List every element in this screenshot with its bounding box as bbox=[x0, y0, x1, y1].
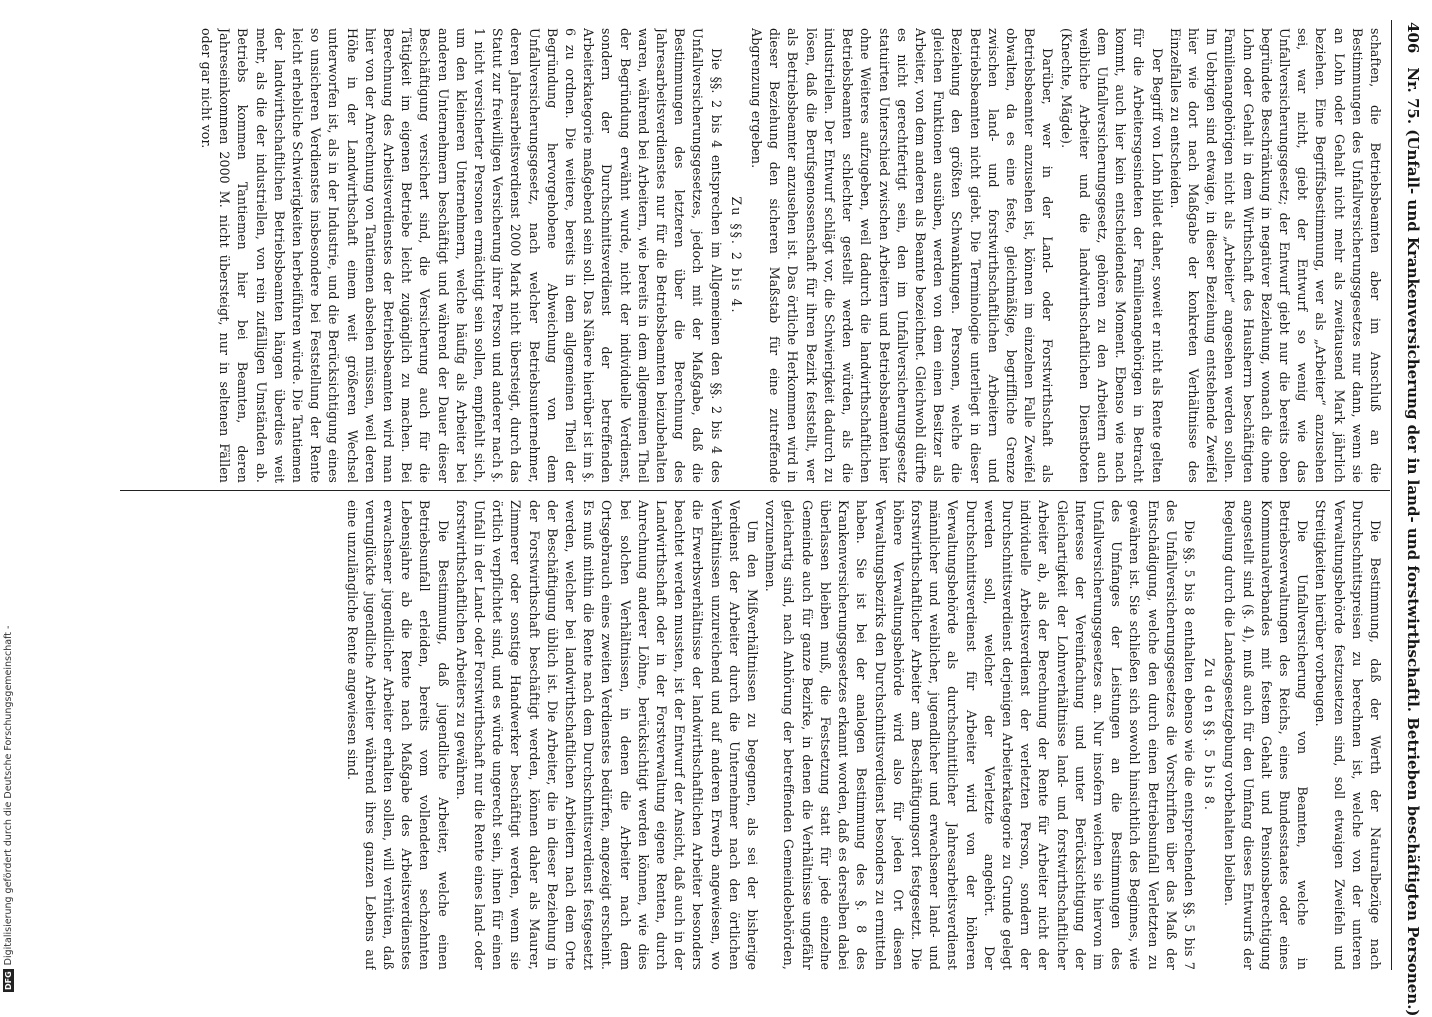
paragraph: Der Begriff von Lohn bildet daher, soweit er nicht als Rente gelten für die Arbeitersgesindeten der Familienangehörigen in Betracht kommt, auch hier kein entscheidendes Moment. Ebenso wie nach dem Unfallversicherungsgesetz, gehören zu den Arbeitern auch weibliche Arbeiter und die landwirthschaftlichen Dienstboten (Knechte, Mägde). bbox=[1058, 28, 1165, 483]
paragraph: Die Unfallversicherung von Beamten, welche in Betriebsverwaltungen des Reichs, eines Bundesstaates oder eines Kommunalverbandes mit festem Gehalt und Pensionsberechtigung angestellt sind (§. 4), muß auch für den Umfang dieses Entwurfs der Regelung durch die Landesgesetzgebung vorbehalten bleiben. bbox=[1222, 500, 1311, 970]
section-heading: Zu den §§. 5 bis 8. bbox=[1202, 658, 1218, 812]
running-header bbox=[1404, 22, 1422, 1017]
text-column-right bbox=[24, 500, 1384, 970]
text-column-left bbox=[114, 28, 1384, 483]
header-rule bbox=[1391, 20, 1392, 970]
credit-text: Digitalisierung gefördert durch die Deutsche Forschungsgemeinschaft - bbox=[3, 625, 14, 966]
paragraph: Darüber, wer in der Land- oder Forstwirthschaft als Betriebsbeamter anzusehen ist, können im einzelnen Falle Zweifel obwalten, da es eine feste, gleichmäßige, begriffliche Grenze zwischen land- und forstwirthschaftlichen Arbeitern und Betriebsbeamten nicht giebt. Die Terminologie unterliegt in dieser Beziehung den größten Schwankungen. Personen, welche die gleichen Funktionen ausüben, werden von dem einen Besitzer als Arbeiter, von dem anderen als Beamte bezeichnet. Gleichwohl dürfte es nicht gerechtfertigt sein, den im Unfallversicherungsgesetz statuirten Unterschied zwischen Arbeitern und Betriebsbeamten hier ohne Weiteres aufzugeben, weil dadurch die landwirthschaftlichen Betriebsbeamten schlechter gestellt werden würden, als die industriellen. Der Entwurf schlägt vor, die Schwierigkeit dadurch zu lösen, daß die Berufsgenossenschaft für ihren Bezirk feststellt, wer als Betriebsbeamter anzusehen ist. Das örtliche Herkommen wird in dieser Beziehung den sicheren Maßstab für eine zutreffende Abgrenzung ergeben. bbox=[749, 28, 1056, 483]
paragraph: schaften, die Betriebsbeamten aber im Anschluß an die Bestimmungen des Unfallversicherungsgesetzes nur dann, wenn sie an Lohn oder Gehalt nicht mehr als zweitausend Mark jährlich beziehen. Eine Begriffsbestimmung, wer als „Arbeiter“ anzusehen sei, war nicht, giebt der Entwurf so wenig wie das Unfallversicherungsgesetz; der Entwurf giebt nur die bereits oben begründete Beschränkung in negativer Beziehung, wonach die ohne Lohn oder Gehalt in dem Wirthschaft des Hausherrn beschäftigten Familienangehörigen nicht als „Arbeiter“ angesehen werden sollen. Im Uebrigen sind etwaige, in dieser Beziehung entstehende Zweifel hier wie dort nach Maßgabe der konkreten Verhältnisse des Einzelfalles zu entscheiden. bbox=[1167, 28, 1383, 483]
page-number: 406 bbox=[1404, 22, 1422, 54]
paragraph: Die §§. 2 bis 4 entsprechen im Allgemeinen den §§. 2 bis 4 des Unfallversicherungsgesetzes, jedoch mit der Maßgabe, daß die Bestimmungen des letzteren über die Berechnung des Jahresarbeitsverdienstes nur für die Betriebsbeamten beizubehalten waren, während bei Arbeitern, wie bereits in dem allgemeinen Theil der Begründung erwähnt wurde, nicht der individuelle Verdienst, sondern der Durchschnittsverdienst der betreffenden Arbeiterkategorie maßgebend sein soll. Das Nähere hierüber ist im §. 6 zu ordnen. Die weitere, bereits in dem allgemeinen Theil der Begründung hervorgehobene Abweichung von dem Unfallversicherungsgesetz, nach welcher Betriebsunternehmer, deren Jahresarbeitsverdienst 2000 Mark nicht übersteigt, durch das Statut zur freiwilligen Versicherung ihrer Person und anderer nach §. 1 nicht versicherter Personen ermächtigt sein sollen, empfiehlt sich, um den kleineren Unternehmern, welche häufig als Arbeiter bei anderen Unternehmern beschäftigt und während der Dauer dieser Beschäftigung versichert sind, die Versicherung auch für die Tätigkeit im eigenen Betriebe leicht zugänglich zu machen. Bei Berechnung des Arbeitsverdienstes der Betriebsbeamten wird man hier von der Anrechnung von Tantiemen absehen müssen, weil deren Höhe in der Landwirthschaft einem weit größeren Wechsel unterworfen ist, als in der Industrie, und die Berücksichtigung eines so unsicheren Verdienstes insbesondere bei Feststellung der Rente leicht erhebliche Schwierigkeiten herbeiführen würde. Die Tantiemen der landwirthschaftlichen Betriebsbeamten hängen überdies weit mehr, als die der industriellen, von rein zufälligen Umständen ab. Betriebs kommen Tantiemen hier bei Beamten, deren Jahreseinkommen 2000 M. nicht übersteigt, nur in seltenen Fällen oder gar nicht vor. bbox=[199, 28, 724, 483]
digitization-credit bbox=[0, 0, 18, 1000]
section-heading: Zu §§. 2 bis 4. bbox=[728, 196, 744, 315]
paragraph: Die Bestimmung, daß jugendliche Arbeiter, welche einen Betriebsunfall erleiden, bereits vom vollendeten sechzehnten Lebensjahre ab die Rente nach Maßgabe des Arbeitsverdienstes erwachsener jugendlicher Arbeiter erhalten sollen, will verhüten, daß verunglückte jugendliche Arbeiter während ihres ganzen Lebens auf eine unzulängliche Rente angewiesen sind. bbox=[344, 500, 451, 970]
running-title: Nr. 75. (Unfall- und Krankenversicherung der in land- und forstwirthschaftl. Betrieben beschäftigten Personen.) bbox=[1404, 67, 1422, 1017]
paragraph: Die Bestimmung, daß der Werth der Naturalbezüge nach Durchschnittspreisen zu berechnen ist, welche von der unteren Verwaltungsbehörde festzusetzen sind, soll etwaigen Zweifeln und Streitigkeiten hierüber vorbeugen. bbox=[1313, 500, 1383, 970]
paragraph: Die §§. 5 bis 8 enthalten ebenso wie die entsprechenden §§. 5 bis 7 des Unfallversicherungsgesetzes die Vorschriften über das Maß der Entschädigung, welche den durch einen Betriebsunfall Verletzten zu gewähren ist. Sie schließen sich sowohl hinsichtlich des Beginnes, wie des Umfanges der Leistungen an die Bestimmungen des Unfallversicherungsgesetzes an. Nur insofern weichen sie hiervon im Interesse der Vereinfachung und unter Berücksichtigung der Gleichartigkeit der Lohnverhältnisse land- und forstwirthschaftlicher Arbeiter ab, als der Berechnung der Rente für Arbeiter nicht der individuelle Arbeitsverdienst der verletzten Person, sondern der Durchschnittsverdienst derjenigen Arbeiterkategorie zu Grunde gelegt werden soll, welcher der Verletzte angehört. Der Durchschnittsverdienst für Arbeiter wird von der höheren Verwaltungsbehörde als durchschnittlicher Jahresarbeitsverdienst männlicher und weiblicher, jugendlicher und erwachsener land- und forstwirthschaftlicher Arbeiter am Beschäftigungsort festgesetzt. Die höhere Verwaltungsbehörde wird also für jeden Ort diesen Verwaltungsbezirks den Durchschnittsverdienst besonders zu ermitteln haben. Sie ist bei der analogen Bestimmung des §. 8 des Krankenversicherungsgesetzes erkannt worden, daß es derselben dabei überlassen bleiben muß, die Festsetzung statt für jede einzelne Gemeinde auch für ganze Bezirke, in denen die Verhältnisse ungefähr gleichartig sind, nach Anhörung der betreffenden Gemeindebehörden, vorzunehmen. bbox=[763, 500, 1197, 970]
column-divider bbox=[120, 490, 1390, 491]
paragraph: Um den Mißverhältnissen zu begegnen, als sei der bisherige Verdienst der Arbeiter durch die Unternehmer nach den örtlichen Verhältnissen unzureichend und auf anderen Erwerb angewiesen, wo die Erwerbsverhältnisse der landwirthschaftlichen Arbeiter besonders beachtet werden mussten, ist der Entwurf der Ansicht, daß auch in der Landwirthschaft oder in der Forstverwaltung eigene Renten, durch Anrechnung anderer Löhne, berücksichtigt werden können, wie dies bei solchen Verhältnissen, in denen die Arbeiter nach dem Ortsgebrauch eines zweiten Verdienstes bedürfen, angezeigt erscheint. Es muß mithin die Rente nach dem Durchschnittsverdienst festgesetzt werden, welcher bei landwirthschaftlichen Arbeitern nach dem Orte der Beschäftigung üblich ist. Die Arbeiter, die in dieser Beziehung in der Forstwirthschaft beschäftigt werden, können daher als Maurer, Zimmerer oder sonstige Handwerker beschäftigt werden, wenn sie örtlich verpflichtet sind, und es würde ungerecht sein, ihnen für einen Unfall in der Land- oder Forstwirthschaft nur die Rente eines land- oder forstwirthschaftlichen Arbeiters zu gewähren. bbox=[453, 500, 761, 970]
dfg-logo: DFG bbox=[4, 971, 13, 990]
